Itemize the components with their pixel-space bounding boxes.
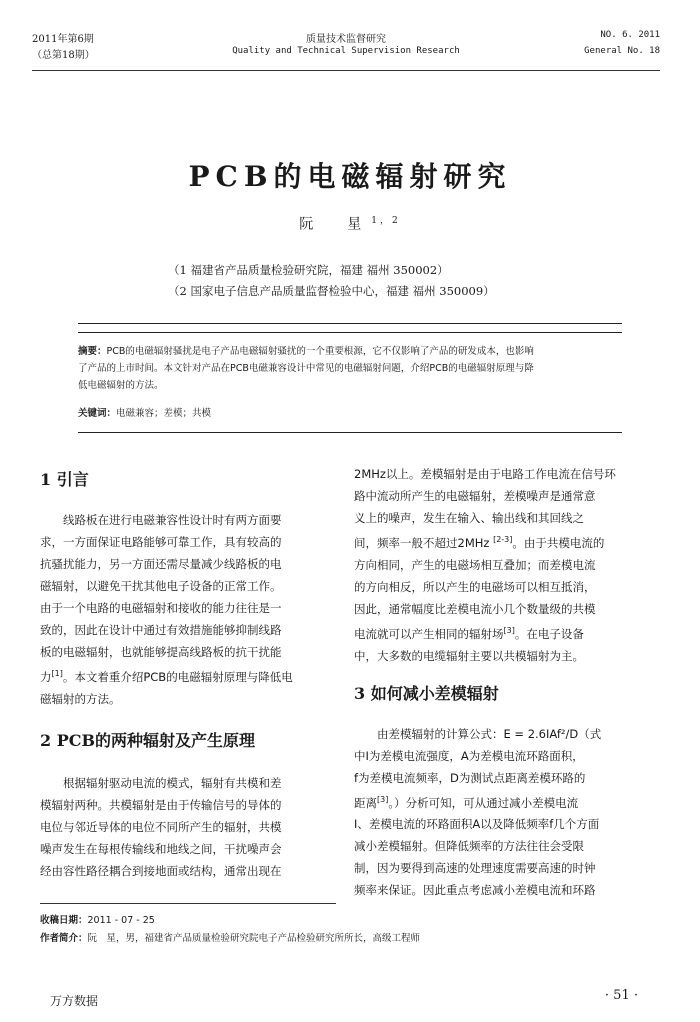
text-line: 磁辐射，以避免干扰其他电子设备的正常工作。 (40, 579, 282, 593)
text-fragment: 间，频率一般不超过2MHz (354, 535, 494, 550)
text-line: 板的电磁辐射，也就能够提高线路板的抗干扰能 (40, 645, 282, 659)
text-line: 求，一方面保证电路能够可靠工作，具有较高的 (40, 535, 282, 549)
text-line: 经由容性路径耦合到接地面或结构，通常出现在 (40, 863, 282, 878)
text-line: 噪声发生在每根传输线和地线之间，干扰噪声会 (40, 841, 282, 856)
author-name: 阮 星 (299, 216, 372, 233)
abstract-bottom-rule (78, 432, 622, 433)
text-line: 路中流动所产生的电磁辐射，差模噪声是通常意 (354, 489, 596, 503)
issue-number-en: NO. 6. 2011 (600, 30, 660, 40)
text-line (354, 529, 650, 554)
text-fragment: 。由于共模电流的 (512, 535, 605, 550)
abstract-label: 摘要： (78, 346, 107, 357)
text-line: 抗骚扰能力，另一方面还需尽量减少线路板的电 (40, 557, 282, 571)
citation: [1] (51, 669, 63, 678)
text-fragment: 距离 (354, 795, 377, 810)
text-line: 的方向相反，所以产生的电磁场可以相互抵消， (354, 579, 596, 594)
text-fragment: 。本文着重介绍PCB的电磁辐射原理与降低电 (62, 669, 293, 684)
paper-title: PCB的电磁辐射研究 (188, 160, 512, 193)
reduce-differential-paragraph (354, 723, 650, 902)
text-line: 义上的噪声，发生在输入、输出线和其回线之 (354, 511, 584, 525)
total-number-en: General No. 18 (584, 46, 660, 56)
text-fragment: 。）分析可知，可从通过减小差模电流 (388, 795, 579, 810)
abstract-top-rule-2 (78, 332, 622, 333)
total-number-cn: （总第18期） (32, 50, 95, 61)
section-heading-radiation: 2 PCB的两种辐射及产生原理 (40, 730, 255, 750)
text-line: 根据辐射驱动电流的模式，辐射有共模和差 (40, 775, 282, 790)
footnote-author-bio (40, 930, 420, 944)
radiation-paragraph (40, 772, 336, 882)
abstract-top-rule (78, 323, 622, 324)
left-column (40, 463, 336, 882)
text-line: 致的，因此在设计中通过有效措施能够抑制线路 (40, 623, 282, 637)
citation: [3] (377, 794, 389, 804)
text-line: 磁辐射的方法。 (40, 691, 121, 706)
affiliation-2: （2 国家电子信息产品质量监督检验中心，福建 福州 350009） (168, 284, 495, 298)
bio-text: 阮 星，男，福建省产品质量检验研究院电子产品检验研究所所长，高级工程师 (87, 933, 421, 944)
journal-name-cn: 质量技术监督研究 (306, 34, 386, 45)
bio-label: 作者简介： (40, 933, 88, 944)
text-line: 电位与邻近导体的电位不同所产生的辐射，共模 (40, 819, 282, 834)
text-line: 减小差模辐射。但降低频率的方法往往会受限 (354, 839, 584, 854)
abstract-line: 了产品的上市时间。本文针对产品在PCB电磁兼容设计中常见的电磁辐射问题，介绍PCB的电磁辐射原理与降 (78, 363, 534, 374)
footnote-divider (40, 903, 336, 904)
text-line: 2MHz以上。差模辐射是由于电路工作电流在信号环 (354, 467, 616, 481)
text-line: 模辐射两种。共模辐射是由于传输信号的导体的 (40, 797, 282, 812)
watermark-text: 万方数据 (50, 994, 99, 1008)
text-line (354, 620, 650, 645)
text-line: 由于一个电路的电磁辐射和接收的能力往往是一 (40, 601, 282, 615)
text-fragment: 电流就可以产生相同的辐射场 (354, 626, 504, 641)
journal-name-en: Quality and Technical Supervision Research (232, 46, 460, 56)
keywords-text: 电磁兼容；差模；共模 (116, 408, 212, 419)
text-line: f为差模电流频率，D为测试点距离差模环路的 (354, 770, 586, 785)
text-line: I、差模电流的环路面积A以及降低频率f几个方面 (354, 817, 600, 832)
text-fragment: 。在电子设备 (514, 626, 584, 641)
introduction-paragraph (40, 509, 336, 710)
text-line: 制，因为要得到高速的处理速度需要高速的时钟 (354, 861, 596, 876)
section-heading-introduction: 1 引言 (40, 470, 89, 489)
continuation-paragraph (354, 463, 650, 667)
formula-line: 由差模辐射的计算公式：E = 2.6IAf²/D（式 (354, 726, 602, 741)
text-line: 线路板在进行电磁兼容性设计时有两方面要 (40, 513, 282, 527)
section-heading-reduce-differential: 3 如何减小差模辐射 (354, 683, 499, 703)
abstract-line: 低电磁辐射的方法。 (78, 380, 164, 391)
affiliation-1: （1 福建省产品质量检验研究院，福建 福州 350002） (168, 263, 449, 277)
page-number: · 51 · (604, 988, 638, 1003)
citation: [2-3] (493, 535, 513, 544)
abstract-line: PCB的电磁辐射骚扰是电子产品电磁辐射骚扰的一个重要根源，它不仅影响了产品的研发成本，也影响 (106, 346, 534, 357)
text-fragment: 力 (40, 669, 52, 684)
issue-number-cn: 2011年第6期 (32, 34, 94, 45)
citation: [3] (503, 625, 515, 635)
abstract-block (78, 343, 623, 394)
received-date: 2011 - 07 - 25 (87, 915, 155, 926)
text-line: 方向相同，产生的电磁场相互叠加；而差模电流 (354, 557, 596, 572)
text-line: 中I为差模电流强度，A为差模电流环路面积， (354, 748, 584, 763)
right-column (354, 463, 650, 901)
text-line: 频率来保证。因此重点考虑减小差模电流和环路 (354, 883, 596, 898)
author-line (0, 213, 700, 234)
keywords (78, 405, 211, 419)
text-line (40, 663, 336, 688)
header-divider (32, 70, 660, 71)
keywords-label: 关键词： (78, 408, 117, 419)
received-label: 收稿日期： (40, 915, 88, 926)
author-affil-marks: 1，2 (371, 216, 401, 226)
text-line: 中，大多数的电缆辐射主要以共模辐射为主。 (354, 648, 584, 663)
footnote-received (40, 912, 155, 926)
running-header (32, 30, 660, 62)
text-line (354, 789, 650, 814)
text-line: 因此，通常幅度比差模电流小几个数量级的共模 (354, 601, 596, 616)
